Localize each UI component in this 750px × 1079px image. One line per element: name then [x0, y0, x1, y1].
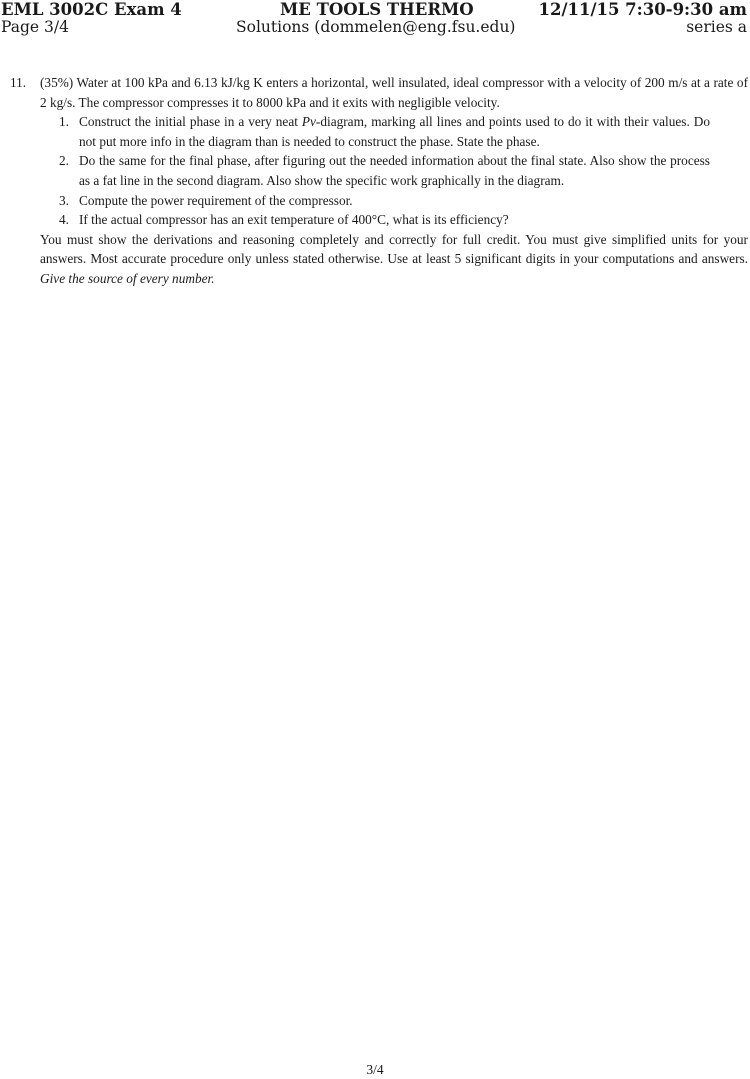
task-text-emphasis: Pv: [301, 114, 316, 130]
task-text-post: -diagram, marking all lines and points used to do it with their values. Do not put more info in the diagram than is needed to construct the phase. State the phase.: [79, 114, 710, 149]
course-label: EML 3002C Exam 4: [1, 0, 182, 19]
page-footer: [0, 1062, 750, 1078]
task-item: [40, 191, 748, 211]
task-text: Do the same for the final phase, after figuring out the needed information about the final state. Also show the process as a fat line in the second diagram. Also show the specific work graphically in the diagram.: [79, 153, 710, 188]
series-label: series a: [686, 18, 747, 36]
header-row-bottom: [0, 18, 750, 38]
solutions-contact: Solutions (dommelen@eng.fsu.edu): [236, 18, 516, 36]
task-text: If the actual compressor has an exit temperature of 400°C, what is its efficiency?: [79, 212, 509, 228]
exam-title: ME TOOLS THERMO: [280, 0, 474, 19]
page-header: [0, 0, 750, 40]
page-indicator: Page 3/4: [1, 18, 69, 36]
task-text-pre: Construct the initial phase in a very neat: [79, 114, 302, 130]
instructions-text: You must show the derivations and reasoning completely and correctly for full credit. You must give simplified units for your answers. Most accurate procedure only unless stated otherwise. Use at least 5 significant digits in your computations and answers.: [40, 231, 748, 267]
instructions-italic: Give the source of every number.: [40, 270, 215, 286]
problem-body: [40, 73, 748, 289]
exam-datetime: 12/11/15 7:30-9:30 am: [538, 0, 747, 19]
task-number: 4.: [59, 212, 69, 228]
task-list: [40, 112, 748, 230]
task-item: [40, 151, 748, 190]
instructions-paragraph: [40, 230, 748, 289]
task-number: 1.: [59, 114, 69, 130]
task-number: 3.: [59, 192, 69, 208]
header-row-top: [0, 0, 750, 20]
problem-number: 11.: [10, 75, 27, 90]
task-text: Compute the power requirement of the compressor.: [79, 192, 353, 208]
footer-page-number: 3/4: [366, 1062, 384, 1077]
task-number: 2.: [59, 153, 69, 169]
problem-statement: (35%) Water at 100 kPa and 6.13 kJ/kg K enters a horizontal, well insulated, ideal compressor with a velocity of 200 m/s at a rate of 2 kg/s. The compressor compresses it to 8000 kPa and it exits with negligible velocity.: [40, 75, 748, 110]
task-item: [40, 112, 748, 151]
task-item: [40, 210, 748, 230]
